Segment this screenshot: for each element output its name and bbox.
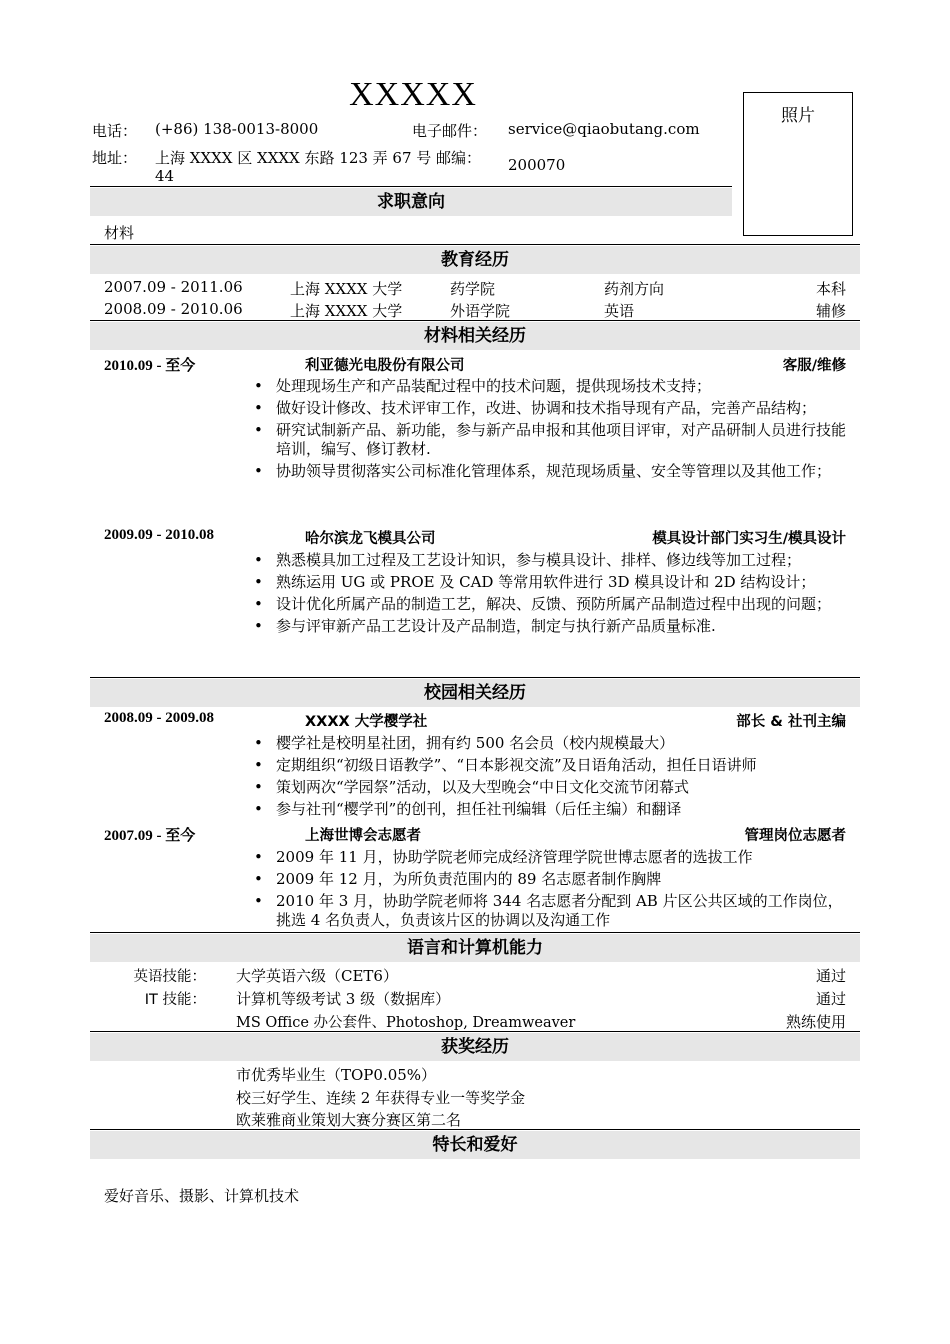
list-item: • 设计优化所属产品的制造工艺，解决、反馈、预防所属产品制造过程中出现的问题； — [252, 595, 852, 614]
award-item: 欧莱雅商业策划大赛分赛区第二名 — [236, 1111, 462, 1129]
section-title-campus: 校园相关经历 — [90, 679, 860, 707]
list-item: • 2010 年 3 月，协助学院老师将 344 名志愿者分配到 AB 片区公共区域的工作岗位，挑选 4 名负责人，负责该片区的协调以及沟通工作 — [252, 892, 852, 930]
divider — [90, 244, 860, 245]
campus-role: 管理岗位志愿者 — [744, 828, 846, 844]
campus-bullets — [252, 848, 852, 930]
job-intent-text: 材料 — [104, 224, 135, 242]
divider — [90, 932, 860, 933]
email-label: 电子邮件： — [412, 122, 488, 140]
skill-desc: 计算机等级考试 3 级（数据库） — [236, 990, 451, 1008]
section-title-skills: 语言和计算机能力 — [90, 934, 860, 962]
list-item: • 研究试制新产品、新功能，参与新产品申报和其他项目评审，对产品研制人员进行技能培训，编写、修订教材. — [252, 421, 852, 459]
divider — [90, 320, 860, 321]
skill-label: IT 技能： — [144, 992, 206, 1008]
skill-desc: MS Office 办公套件、Photoshop, Dreamweaver — [236, 1015, 576, 1031]
list-item: • 熟悉模具加工过程及工艺设计知识，参与模具设计、排样、修边线等加工过程； — [252, 551, 852, 570]
edu-major: 英语 — [604, 302, 635, 320]
list-item: • 定期组织“初级日语教学”、“日本影视交流”及日语角活动，担任日语讲师 — [252, 756, 852, 775]
divider — [90, 1031, 860, 1032]
list-item: • 2009 年 12 月，为所负责范围内的 89 名志愿者制作胸牌 — [252, 870, 852, 889]
work-role: 客服/维修 — [782, 358, 846, 374]
work-role: 模具设计部门实习生/模具设计 — [652, 531, 846, 547]
edu-period: 2008.09 - 2010.06 — [104, 300, 243, 318]
edu-degree: 辅修 — [815, 302, 846, 320]
address-value-line1: 上海 XXXX 区 XXXX 东路 123 弄 67 号 邮编： — [155, 149, 482, 167]
list-item: • 2009 年 11 月，协助学院老师完成经济管理学院世博志愿者的选拔工作 — [252, 848, 852, 867]
section-title-hobbies: 特长和爱好 — [90, 1131, 860, 1159]
list-item: • 做好设计修改、技术评审工作，改进、协调和技术指导现有产品，完善产品结构； — [252, 399, 852, 418]
skill-level: 通过 — [815, 967, 846, 985]
work-org: 哈尔滨龙飞模具公司 — [305, 531, 436, 547]
list-item: • 熟练运用 UG 或 PROE 及 CAD 等常用软件进行 3D 模具设计和 2D 结构设计； — [252, 573, 852, 592]
campus-period: 2008.09 - 2009.08 — [104, 710, 214, 726]
skill-label: 英语技能： — [133, 969, 206, 985]
edu-major: 药剂方向 — [604, 280, 665, 298]
skill-desc: 大学英语六级（CET6） — [236, 967, 398, 985]
list-item: • 参与评审新产品工艺设计及产品制造，制定与执行新产品质量标准. — [252, 617, 852, 636]
divider — [90, 186, 732, 187]
list-item: • 参与社刊“樱学刊”的创刊，担任社刊编辑（后任主编）和翻译 — [252, 800, 852, 819]
edu-degree: 本科 — [815, 280, 846, 298]
campus-period: 2007.09 - 至今 — [104, 828, 196, 844]
work-bullets — [252, 377, 852, 481]
list-item: • 协助领导贯彻落实公司标准化管理体系，规范现场质量、安全等管理以及其他工作； — [252, 462, 852, 481]
skill-level: 通过 — [815, 990, 846, 1008]
resume-name: XXXXX — [349, 76, 477, 113]
section-title-job-intent: 求职意向 — [90, 188, 732, 216]
campus-role: 部长 & 社刊主编 — [736, 714, 846, 730]
edu-period: 2007.09 - 2011.06 — [104, 278, 243, 296]
edu-school: 上海 XXXX 大学 — [290, 280, 403, 298]
list-item: • 策划两次“学园祭”活动，以及大型晚会“中日文化交流节闭幕式 — [252, 778, 852, 797]
email-value: service@qiaobutang.com — [508, 120, 700, 138]
postcode-value: 200070 — [508, 156, 566, 174]
list-item: • 樱学社是校明星社团，拥有约 500 名会员（校内规模最大） — [252, 734, 852, 753]
address-value-line2: 44 — [155, 167, 175, 185]
work-bullets — [252, 551, 852, 636]
edu-school: 上海 XXXX 大学 — [290, 302, 403, 320]
divider — [90, 1129, 860, 1130]
section-title-awards: 获奖经历 — [90, 1033, 860, 1061]
campus-org: XXXX 大学樱学社 — [305, 714, 428, 730]
campus-org: 上海世博会志愿者 — [305, 828, 421, 844]
campus-bullets — [252, 734, 852, 819]
edu-college: 外语学院 — [450, 302, 511, 320]
address-label: 地址： — [92, 149, 138, 167]
skill-level: 熟练使用 — [785, 1013, 846, 1031]
phone-value: (+86) 138-0013-8000 — [155, 120, 319, 138]
photo-label: 照片 — [781, 106, 815, 126]
work-period: 2010.09 - 至今 — [104, 358, 196, 374]
section-title-education: 教育经历 — [90, 246, 860, 274]
section-title-work: 材料相关经历 — [90, 322, 860, 350]
award-item: 校三好学生、连续 2 年获得专业一等奖学金 — [236, 1089, 526, 1107]
work-period: 2009.09 - 2010.08 — [104, 527, 214, 543]
phone-label: 电话： — [92, 122, 138, 140]
award-item: 市优秀毕业生（TOP0.05%） — [236, 1066, 437, 1084]
hobbies-text: 爱好音乐、摄影、计算机技术 — [104, 1187, 300, 1205]
list-item: • 处理现场生产和产品装配过程中的技术问题，提供现场技术支持； — [252, 377, 852, 396]
photo-placeholder — [743, 92, 853, 236]
divider — [90, 677, 860, 678]
work-org: 利亚德光电股份有限公司 — [305, 358, 465, 374]
edu-college: 药学院 — [450, 280, 496, 298]
